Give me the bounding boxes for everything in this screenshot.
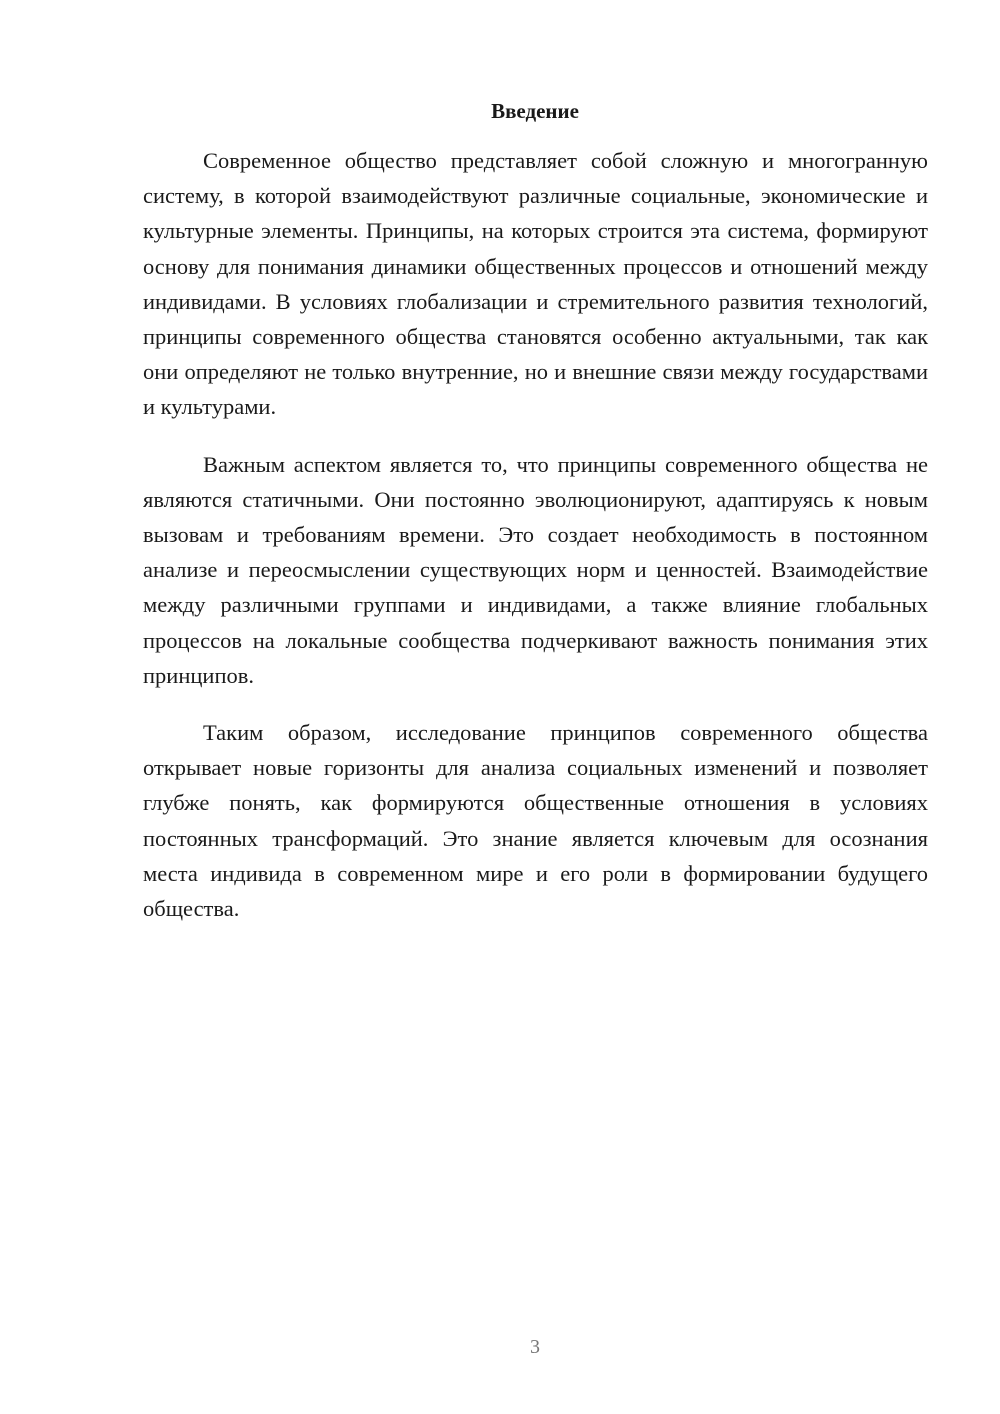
paragraph-1: Современное общество представляет собой сложную и многогранную систему, в которой взаимодействуют различные социальные, экономические и культурные элементы. Принципы, на которых строится эта система, формируют основу для понимания динамики общественных процессов и отношений между индивидами. В условиях глобализации и стремительного развития технологий, принципы современного общества становятся особенно актуальными, так как они определяют не только внутренние, но и внешние связи между государствами и культурами. bbox=[143, 148, 928, 420]
page-number: 3 bbox=[530, 1336, 540, 1358]
paragraph-2: Важным аспектом является то, что принципы современного общества не являются статичными. Они постоянно эволюционируют, адаптируясь к новым вызовам и требованиям времени. Это создает необходимость в постоянном анализе и переосмыслении существующих норм и ценностей. Взаимодействие между различными группами и индивидами, а также влияние глобальных процессов на локальные сообщества подчеркивают важность понимания этих принципов. bbox=[143, 451, 928, 688]
section-heading: Введение bbox=[491, 99, 579, 123]
body-text bbox=[143, 143, 928, 948]
paragraph-3: Таким образом, исследование принципов современного общества открывает новые горизонты для анализа социальных изменений и позволяет глубже понять, как формируются общественные отношения в условиях постоянных трансформаций. Это знание является ключевым для осознания места индивида в современном мире и его роли в формировании будущего общества. bbox=[143, 720, 928, 922]
